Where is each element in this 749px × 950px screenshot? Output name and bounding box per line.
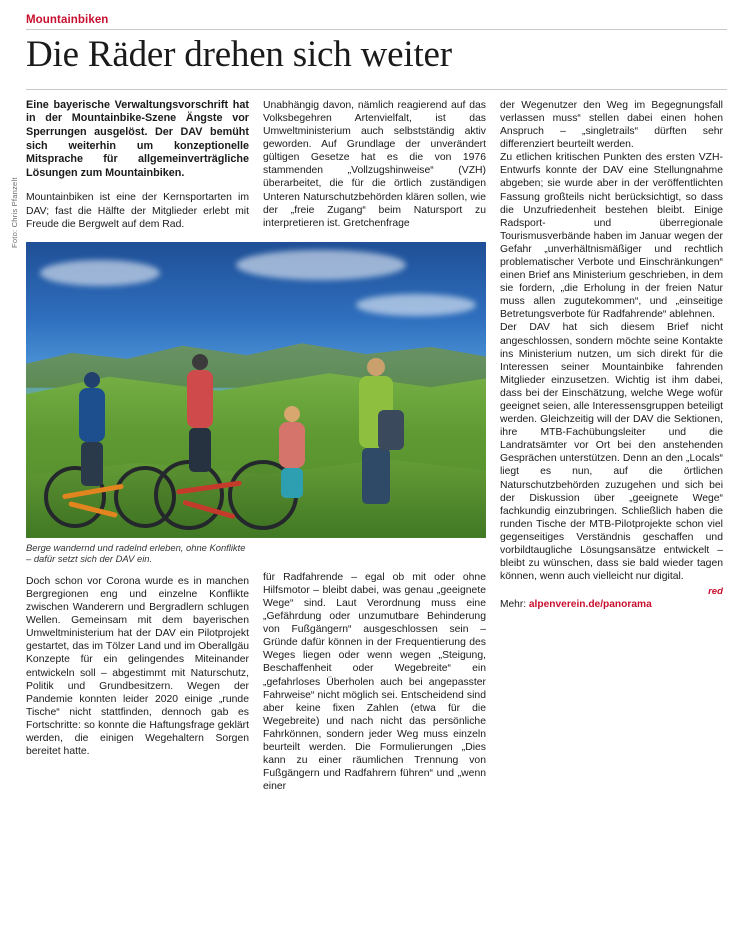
article-kicker: Mountainbiken <box>26 14 109 26</box>
more-info-line <box>500 599 723 610</box>
page-title: Die Räder drehen sich weiter <box>26 34 452 75</box>
more-label: Mehr: <box>500 599 529 611</box>
article-byline: red <box>708 586 723 598</box>
rider-helmet <box>192 354 208 370</box>
column-three-paragraph-3: Der DAV hat sich diesem Brief nicht angeschlossen, sondern möchte seine Kontakte ins Ministerium nutzen, um sich direkt für die Interessen seiner Mountainbike fahrenden Mitglieder einzusetzen. Wichtig ist ihm dabei, dass bei der Einschätzung, welche Wege wofür geeignet seien, alle Interessensgruppen beteiligt werden. Gleichzeitig will der DAV die Sektionen, ihre MTB-Fachübungsleiter und die Landratsämter vor Ort bei den anstehenden Gesprächen unterstützen. Denn an den „Locals“ liegt es nun, auf die örtlichen Naturschutzbehörden zuzugehen und sich bei der Diskussion über „geeignete Wege“ fachkundig einzubringen. Schließlich haben die runden Tische der MTB-Pilotprojekte schon viel gegenseitiges Verständnis geschaffen und vorbildtaugliche Lösungsansätze entwickelt – bleibt zu wünschen, dass sie bald wieder tagen können, wenn auch vielleicht nur digital. <box>500 322 723 583</box>
article-lead: Eine bayerische Verwaltungsvorschrift hat in der Mountainbike-Szene Ängste vor Sperrungen ausgelöst. Der DAV bemüht sich weiterhin um konzeptionelle Mitsprache für allgemeinverträgliche Lösungen zum Mountainbiken. <box>26 98 249 179</box>
photo-flow-spacer <box>263 241 486 571</box>
rider-helmet <box>84 372 100 388</box>
column-one <box>10 98 249 758</box>
photo-credit: Foto: Chris Pfanzelt <box>10 177 19 248</box>
column-one-paragraph-2: Doch schon vor Corona wurde es in manchen Bergregionen eng und einzelne Konflikte zwischen Wanderern und Bergradlern schlugen Wellen. Gemeinsam mit dem bayerischen Umweltministerium hat der DAV ein Pilotprojekt gestartet, das im Tölzer Land und im Oberallgäu Konzepte für ein gelingendes Miteinander entwickeln soll – abgestimmt mit Naturschutz, Politik und Grundbesitzern. Wegen der Pandemie konnten leider 2020 einige „runde Tische“ nicht stattfinden, dennoch gab es Fortschritte: so konnte die Haftungsfrage geklärt werden, die einigen Wegehaltern Sorgen bereitet hatte. <box>26 575 249 758</box>
rider-legs <box>189 428 211 472</box>
rider-person <box>178 354 222 472</box>
column-two-paragraph-2: für Radfahrende – egal ob mit oder ohne Hilfsmotor – bleibt dabei, was genau „geeignete Wege“ sind. Laut Verordnung muss eine „Gefährdung oder unzumutbare Behinderung von Fußgängern“ ausgeschlossen sein – Gründe dafür können in der Frequentierung des Weges liegen oder wenn wegen „Steigung, Beschaffenheit oder Wegebreite“ ein „gefahrloses Überholen auch bei angepasster Fahrweise“ nicht möglich sei. Entscheidend sind aber keine fixen Zahlen (etwa für die Wegebreite) und nach nicht das persönliche Fahrkönnen, sondern jeder Weg muss einzeln beurteilt werden. Die Formulierungen „Dies kann zu einer räumlichen Trennung von Fußgängern und Radfahrern führen“ und „wenn einer <box>263 571 486 793</box>
divider-under-headline <box>26 89 727 90</box>
upper-columns <box>10 98 727 794</box>
rider-torso <box>187 370 213 428</box>
rider-torso <box>79 388 105 442</box>
rider-person <box>72 372 112 486</box>
column-two <box>263 99 486 794</box>
divider-top <box>26 29 727 30</box>
column-three <box>500 99 723 610</box>
photo-caption: Berge wandernd und radelnd erleben, ohne Konflikte – dafür setzt sich der DAV ein. <box>26 541 246 565</box>
column-one-paragraph-1: Mountainbiken ist eine der Kernsportarten im DAV; fast die Hälfte der Mitglieder erlebt mit Freude die Bergwelt auf dem Rad. <box>26 192 249 230</box>
more-link[interactable]: alpenverein.de/panorama <box>528 599 652 611</box>
cloud-shape <box>40 260 160 286</box>
column-two-paragraph-1: Unabhängig davon, nämlich reagierend auf das Volksbegehren Artenvielfalt, ist das Umweltministerium auch selbstständig aktiv geworden. Auf Grundlage der unverändert gültigen Gesetze hat es die von 1976 stammenden „Vollzugshinweise“ (VZH) überarbeitet, die für die örtlich zuständigen Unteren Naturschutzbehörden klären sollen, wie der „freie Zugang“ beim Natursport zu interpretieren ist. Gretchenfrage <box>263 99 486 229</box>
column-three-paragraph-2: Zu etlichen kritischen Punkten des ersten VZH-Entwurfs konnte der DAV eine Stellungnahme abgeben; sie wurde aber in der veröffentlichten Fassung großteils nicht berücksichtigt, so dass die Unzufriedenheit bestehen bleibt. Einige Radsport- und überregionale Tourismusverbände haben im Januar wegen der Gefahr „unverhältnismäßiger und rechtlich problematischer Verbote und Einschränkungen“ einen Brief ans Ministerium geschrieben, in dem sie fordern, „die Erholung in der freien Natur muss allen zugutekommen“, und „einseitige Betretungsverbote für Radfahrende“ ablehnen. <box>500 152 723 321</box>
rider-legs <box>81 442 103 486</box>
column-three-paragraph-1: der Wegenutzer den Weg im Begegnungsfall verlassen muss“ stellen dabei einen hohen Anspruch – „singletrails“ dürften sehr differenziert beurteilt werden. <box>500 99 723 151</box>
